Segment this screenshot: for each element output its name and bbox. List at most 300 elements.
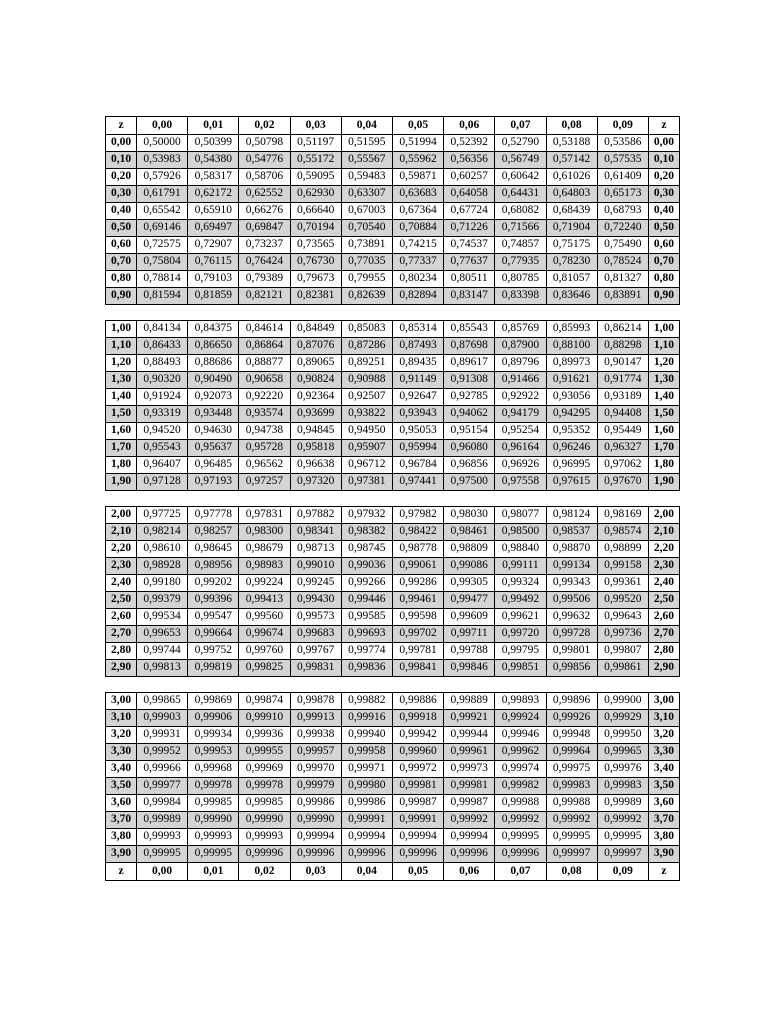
z-label: 2,90 xyxy=(106,660,137,677)
probability-cell: 0,84134 xyxy=(137,321,188,338)
probability-cell: 0,71566 xyxy=(495,220,546,237)
probability-cell: 0,99969 xyxy=(239,761,290,778)
probability-cell: 0,55962 xyxy=(392,152,443,169)
z-label: 1,60 xyxy=(648,423,679,440)
probability-cell: 0,64058 xyxy=(444,186,495,203)
probability-cell: 0,58706 xyxy=(239,169,290,186)
probability-cell: 0,80785 xyxy=(495,271,546,288)
block-spacer xyxy=(105,305,679,320)
probability-cell: 0,96246 xyxy=(546,440,597,457)
table-row xyxy=(106,321,680,338)
z-label: 1,20 xyxy=(648,355,679,372)
table-row xyxy=(106,643,680,660)
table-row xyxy=(106,710,680,727)
z-label: 2,10 xyxy=(106,524,137,541)
probability-cell: 0,75175 xyxy=(546,237,597,254)
block-spacer xyxy=(105,677,679,692)
z-label: 3,20 xyxy=(648,727,679,744)
probability-cell: 0,64803 xyxy=(546,186,597,203)
column-header: z xyxy=(106,863,137,881)
probability-cell: 0,99958 xyxy=(341,744,392,761)
probability-cell: 0,73891 xyxy=(341,237,392,254)
z-label: 0,50 xyxy=(106,220,137,237)
probability-cell: 0,99981 xyxy=(444,778,495,795)
probability-cell: 0,99856 xyxy=(546,660,597,677)
probability-cell: 0,99992 xyxy=(444,812,495,829)
probability-cell: 0,98870 xyxy=(546,541,597,558)
probability-cell: 0,68082 xyxy=(495,203,546,220)
probability-cell: 0,99918 xyxy=(392,710,443,727)
z-table-block xyxy=(105,320,680,491)
z-label: 3,80 xyxy=(106,829,137,846)
probability-cell: 0,78524 xyxy=(597,254,648,271)
probability-cell: 0,98500 xyxy=(495,524,546,541)
probability-cell: 0,85314 xyxy=(392,321,443,338)
table-row xyxy=(106,474,680,491)
table-row xyxy=(106,338,680,355)
z-label: 0,90 xyxy=(648,288,679,305)
probability-cell: 0,67003 xyxy=(341,203,392,220)
probability-cell: 0,70884 xyxy=(392,220,443,237)
z-label: 2,40 xyxy=(106,575,137,592)
probability-cell: 0,98537 xyxy=(546,524,597,541)
probability-cell: 0,99950 xyxy=(597,727,648,744)
probability-cell: 0,99086 xyxy=(444,558,495,575)
probability-cell: 0,81057 xyxy=(546,271,597,288)
probability-cell: 0,99995 xyxy=(546,829,597,846)
probability-cell: 0,92220 xyxy=(239,389,290,406)
probability-cell: 0,82894 xyxy=(392,288,443,305)
probability-cell: 0,99931 xyxy=(137,727,188,744)
probability-cell: 0,99978 xyxy=(188,778,239,795)
z-label: 0,30 xyxy=(648,186,679,203)
table-row xyxy=(106,541,680,558)
probability-cell: 0,87698 xyxy=(444,338,495,355)
probability-cell: 0,99957 xyxy=(290,744,341,761)
probability-cell: 0,99955 xyxy=(239,744,290,761)
probability-cell: 0,99981 xyxy=(392,778,443,795)
column-header: z xyxy=(648,117,679,135)
probability-cell: 0,99978 xyxy=(239,778,290,795)
probability-cell: 0,73237 xyxy=(239,237,290,254)
probability-cell: 0,98030 xyxy=(444,507,495,524)
probability-cell: 0,89973 xyxy=(546,355,597,372)
probability-cell: 0,89617 xyxy=(444,355,495,372)
z-table-block xyxy=(105,692,680,881)
probability-cell: 0,99966 xyxy=(137,761,188,778)
probability-cell: 0,81327 xyxy=(597,271,648,288)
probability-cell: 0,99305 xyxy=(444,575,495,592)
probability-cell: 0,80511 xyxy=(444,271,495,288)
probability-cell: 0,86433 xyxy=(137,338,188,355)
probability-cell: 0,62172 xyxy=(188,186,239,203)
table-row xyxy=(106,237,680,254)
probability-cell: 0,99831 xyxy=(290,660,341,677)
probability-cell: 0,99492 xyxy=(495,592,546,609)
probability-cell: 0,50798 xyxy=(239,135,290,152)
probability-cell: 0,99841 xyxy=(392,660,443,677)
probability-cell: 0,99940 xyxy=(341,727,392,744)
probability-cell: 0,74537 xyxy=(444,237,495,254)
probability-cell: 0,98956 xyxy=(188,558,239,575)
probability-cell: 0,94295 xyxy=(546,406,597,423)
probability-cell: 0,84375 xyxy=(188,321,239,338)
z-label: 1,20 xyxy=(106,355,137,372)
probability-cell: 0,99990 xyxy=(188,812,239,829)
probability-cell: 0,99977 xyxy=(137,778,188,795)
table-row xyxy=(106,558,680,575)
table-row xyxy=(106,660,680,677)
probability-cell: 0,62930 xyxy=(290,186,341,203)
probability-cell: 0,95254 xyxy=(495,423,546,440)
probability-cell: 0,56749 xyxy=(495,152,546,169)
table-row xyxy=(106,846,680,863)
probability-cell: 0,99989 xyxy=(137,812,188,829)
probability-cell: 0,99674 xyxy=(239,626,290,643)
probability-cell: 0,99994 xyxy=(341,829,392,846)
probability-cell: 0,99924 xyxy=(495,710,546,727)
probability-cell: 0,90490 xyxy=(188,372,239,389)
table-row xyxy=(106,389,680,406)
probability-cell: 0,98745 xyxy=(341,541,392,558)
probability-cell: 0,99788 xyxy=(444,643,495,660)
probability-cell: 0,99781 xyxy=(392,643,443,660)
probability-cell: 0,65910 xyxy=(188,203,239,220)
probability-cell: 0,99813 xyxy=(137,660,188,677)
probability-cell: 0,94520 xyxy=(137,423,188,440)
z-label: 3,10 xyxy=(648,710,679,727)
probability-cell: 0,85543 xyxy=(444,321,495,338)
z-label: 3,90 xyxy=(106,846,137,863)
probability-cell: 0,75804 xyxy=(137,254,188,271)
probability-cell: 0,99974 xyxy=(495,761,546,778)
probability-cell: 0,75490 xyxy=(597,237,648,254)
table-row xyxy=(106,507,680,524)
probability-cell: 0,99534 xyxy=(137,609,188,626)
probability-cell: 0,92364 xyxy=(290,389,341,406)
probability-cell: 0,88877 xyxy=(239,355,290,372)
probability-cell: 0,97882 xyxy=(290,507,341,524)
column-header: 0,08 xyxy=(546,863,597,881)
probability-cell: 0,99886 xyxy=(392,693,443,710)
probability-cell: 0,63307 xyxy=(341,186,392,203)
probability-cell: 0,99396 xyxy=(188,592,239,609)
table-row xyxy=(106,524,680,541)
probability-cell: 0,60642 xyxy=(495,169,546,186)
probability-cell: 0,99598 xyxy=(392,609,443,626)
probability-cell: 0,98778 xyxy=(392,541,443,558)
column-header: 0,00 xyxy=(137,117,188,135)
z-label: 3,00 xyxy=(648,693,679,710)
z-label: 0,20 xyxy=(106,169,137,186)
probability-cell: 0,99861 xyxy=(597,660,648,677)
probability-cell: 0,99987 xyxy=(392,795,443,812)
probability-cell: 0,66640 xyxy=(290,203,341,220)
z-label: 0,70 xyxy=(648,254,679,271)
probability-cell: 0,57926 xyxy=(137,169,188,186)
column-header: 0,06 xyxy=(444,117,495,135)
z-label: 0,70 xyxy=(106,254,137,271)
probability-cell: 0,71904 xyxy=(546,220,597,237)
column-header: 0,09 xyxy=(597,863,648,881)
z-label: 3,60 xyxy=(106,795,137,812)
probability-cell: 0,95637 xyxy=(188,440,239,457)
probability-cell: 0,87900 xyxy=(495,338,546,355)
probability-cell: 0,54776 xyxy=(239,152,290,169)
probability-cell: 0,97670 xyxy=(597,474,648,491)
probability-cell: 0,99996 xyxy=(239,846,290,863)
probability-cell: 0,86864 xyxy=(239,338,290,355)
probability-cell: 0,99010 xyxy=(290,558,341,575)
probability-cell: 0,99910 xyxy=(239,710,290,727)
probability-cell: 0,56356 xyxy=(444,152,495,169)
probability-cell: 0,97725 xyxy=(137,507,188,524)
probability-cell: 0,99379 xyxy=(137,592,188,609)
probability-cell: 0,99573 xyxy=(290,609,341,626)
probability-cell: 0,97128 xyxy=(137,474,188,491)
probability-cell: 0,94630 xyxy=(188,423,239,440)
table-row xyxy=(106,254,680,271)
probability-cell: 0,76730 xyxy=(290,254,341,271)
probability-cell: 0,99948 xyxy=(546,727,597,744)
z-label: 2,20 xyxy=(106,541,137,558)
probability-cell: 0,99996 xyxy=(341,846,392,863)
z-label: 0,40 xyxy=(648,203,679,220)
z-label: 0,80 xyxy=(106,271,137,288)
probability-cell: 0,99971 xyxy=(341,761,392,778)
probability-cell: 0,99825 xyxy=(239,660,290,677)
probability-cell: 0,99929 xyxy=(597,710,648,727)
probability-cell: 0,79103 xyxy=(188,271,239,288)
probability-cell: 0,99991 xyxy=(392,812,443,829)
z-label: 1,70 xyxy=(648,440,679,457)
probability-cell: 0,99926 xyxy=(546,710,597,727)
table-row xyxy=(106,152,680,169)
probability-cell: 0,91149 xyxy=(392,372,443,389)
probability-cell: 0,96995 xyxy=(546,457,597,474)
probability-cell: 0,99990 xyxy=(239,812,290,829)
probability-cell: 0,99906 xyxy=(188,710,239,727)
probability-cell: 0,98077 xyxy=(495,507,546,524)
probability-cell: 0,84614 xyxy=(239,321,290,338)
probability-cell: 0,99111 xyxy=(495,558,546,575)
z-label: 3,00 xyxy=(106,693,137,710)
probability-cell: 0,78230 xyxy=(546,254,597,271)
probability-cell: 0,99134 xyxy=(546,558,597,575)
z-label: 3,10 xyxy=(106,710,137,727)
z-label: 0,20 xyxy=(648,169,679,186)
column-header: 0,07 xyxy=(495,863,546,881)
probability-cell: 0,99693 xyxy=(341,626,392,643)
z-label: 0,50 xyxy=(648,220,679,237)
probability-cell: 0,99986 xyxy=(341,795,392,812)
probability-cell: 0,96926 xyxy=(495,457,546,474)
probability-cell: 0,99632 xyxy=(546,609,597,626)
probability-cell: 0,99807 xyxy=(597,643,648,660)
z-label: 2,80 xyxy=(648,643,679,660)
probability-cell: 0,99989 xyxy=(597,795,648,812)
probability-cell: 0,96638 xyxy=(290,457,341,474)
probability-cell: 0,99996 xyxy=(392,846,443,863)
z-label: 0,60 xyxy=(106,237,137,254)
probability-cell: 0,99744 xyxy=(137,643,188,660)
probability-cell: 0,92073 xyxy=(188,389,239,406)
probability-cell: 0,89435 xyxy=(392,355,443,372)
probability-cell: 0,99865 xyxy=(137,693,188,710)
table-row xyxy=(106,423,680,440)
column-header: 0,00 xyxy=(137,863,188,881)
probability-cell: 0,99960 xyxy=(392,744,443,761)
probability-cell: 0,99992 xyxy=(495,812,546,829)
probability-cell: 0,99992 xyxy=(597,812,648,829)
probability-cell: 0,50399 xyxy=(188,135,239,152)
z-label: 2,90 xyxy=(648,660,679,677)
table-row xyxy=(106,203,680,220)
z-label: 1,50 xyxy=(106,406,137,423)
probability-cell: 0,99995 xyxy=(188,846,239,863)
z-label: 0,90 xyxy=(106,288,137,305)
probability-cell: 0,57535 xyxy=(597,152,648,169)
probability-cell: 0,99506 xyxy=(546,592,597,609)
probability-cell: 0,99944 xyxy=(444,727,495,744)
probability-cell: 0,99995 xyxy=(495,829,546,846)
probability-cell: 0,99361 xyxy=(597,575,648,592)
probability-cell: 0,70540 xyxy=(341,220,392,237)
probability-cell: 0,83398 xyxy=(495,288,546,305)
z-label: 3,80 xyxy=(648,829,679,846)
probability-cell: 0,99643 xyxy=(597,609,648,626)
z-label: 1,60 xyxy=(106,423,137,440)
probability-cell: 0,64431 xyxy=(495,186,546,203)
probability-cell: 0,67364 xyxy=(392,203,443,220)
probability-cell: 0,99664 xyxy=(188,626,239,643)
probability-cell: 0,69497 xyxy=(188,220,239,237)
z-label: 2,70 xyxy=(648,626,679,643)
probability-cell: 0,99061 xyxy=(392,558,443,575)
probability-cell: 0,68439 xyxy=(546,203,597,220)
probability-cell: 0,99942 xyxy=(392,727,443,744)
probability-cell: 0,59871 xyxy=(392,169,443,186)
probability-cell: 0,99874 xyxy=(239,693,290,710)
probability-cell: 0,98124 xyxy=(546,507,597,524)
probability-cell: 0,52790 xyxy=(495,135,546,152)
probability-cell: 0,98574 xyxy=(597,524,648,541)
z-label: 3,50 xyxy=(648,778,679,795)
probability-cell: 0,76115 xyxy=(188,254,239,271)
probability-cell: 0,91621 xyxy=(546,372,597,389)
probability-cell: 0,99934 xyxy=(188,727,239,744)
probability-cell: 0,87493 xyxy=(392,338,443,355)
column-header: 0,04 xyxy=(341,117,392,135)
probability-cell: 0,88298 xyxy=(597,338,648,355)
header-row xyxy=(106,117,680,135)
probability-cell: 0,99461 xyxy=(392,592,443,609)
probability-cell: 0,88493 xyxy=(137,355,188,372)
probability-cell: 0,88686 xyxy=(188,355,239,372)
probability-cell: 0,99995 xyxy=(137,846,188,863)
probability-cell: 0,99752 xyxy=(188,643,239,660)
z-label: 2,00 xyxy=(648,507,679,524)
probability-cell: 0,98679 xyxy=(239,541,290,558)
probability-cell: 0,99158 xyxy=(597,558,648,575)
probability-cell: 0,72575 xyxy=(137,237,188,254)
z-label: 1,90 xyxy=(648,474,679,491)
probability-cell: 0,99036 xyxy=(341,558,392,575)
probability-cell: 0,51197 xyxy=(290,135,341,152)
table-row xyxy=(106,169,680,186)
z-label: 1,50 xyxy=(648,406,679,423)
probability-cell: 0,99720 xyxy=(495,626,546,643)
probability-cell: 0,86650 xyxy=(188,338,239,355)
probability-cell: 0,72907 xyxy=(188,237,239,254)
probability-cell: 0,99585 xyxy=(341,609,392,626)
probability-cell: 0,97062 xyxy=(597,457,648,474)
probability-cell: 0,99990 xyxy=(290,812,341,829)
probability-cell: 0,51595 xyxy=(341,135,392,152)
probability-cell: 0,72240 xyxy=(597,220,648,237)
probability-cell: 0,93822 xyxy=(341,406,392,423)
probability-cell: 0,99893 xyxy=(495,693,546,710)
probability-cell: 0,96562 xyxy=(239,457,290,474)
probability-cell: 0,99609 xyxy=(444,609,495,626)
probability-cell: 0,98341 xyxy=(290,524,341,541)
normal-distribution-table xyxy=(105,116,679,881)
probability-cell: 0,82121 xyxy=(239,288,290,305)
probability-cell: 0,98645 xyxy=(188,541,239,558)
z-label: 3,40 xyxy=(648,761,679,778)
column-header: 0,08 xyxy=(546,117,597,135)
probability-cell: 0,97932 xyxy=(341,507,392,524)
table-row xyxy=(106,609,680,626)
z-label: 2,60 xyxy=(106,609,137,626)
probability-cell: 0,99413 xyxy=(239,592,290,609)
probability-cell: 0,99846 xyxy=(444,660,495,677)
z-label: 1,70 xyxy=(106,440,137,457)
z-label: 3,70 xyxy=(106,812,137,829)
probability-cell: 0,59483 xyxy=(341,169,392,186)
probability-cell: 0,95352 xyxy=(546,423,597,440)
column-header: 0,09 xyxy=(597,117,648,135)
probability-cell: 0,99993 xyxy=(239,829,290,846)
probability-cell: 0,89065 xyxy=(290,355,341,372)
probability-cell: 0,90824 xyxy=(290,372,341,389)
probability-cell: 0,90320 xyxy=(137,372,188,389)
probability-cell: 0,99767 xyxy=(290,643,341,660)
probability-cell: 0,99980 xyxy=(341,778,392,795)
column-header: 0,04 xyxy=(341,863,392,881)
probability-cell: 0,94738 xyxy=(239,423,290,440)
probability-cell: 0,97193 xyxy=(188,474,239,491)
probability-cell: 0,99982 xyxy=(495,778,546,795)
probability-cell: 0,95994 xyxy=(392,440,443,457)
probability-cell: 0,99985 xyxy=(188,795,239,812)
probability-cell: 0,89251 xyxy=(341,355,392,372)
table-row xyxy=(106,271,680,288)
probability-cell: 0,88100 xyxy=(546,338,597,355)
probability-cell: 0,93943 xyxy=(392,406,443,423)
z-label: 0,00 xyxy=(106,135,137,152)
probability-cell: 0,67724 xyxy=(444,203,495,220)
probability-cell: 0,94845 xyxy=(290,423,341,440)
table-row xyxy=(106,220,680,237)
probability-cell: 0,95907 xyxy=(341,440,392,457)
probability-cell: 0,69146 xyxy=(137,220,188,237)
z-label: 2,30 xyxy=(106,558,137,575)
probability-cell: 0,93699 xyxy=(290,406,341,423)
column-header: 0,05 xyxy=(392,117,443,135)
column-header: 0,01 xyxy=(188,863,239,881)
table-row xyxy=(106,761,680,778)
